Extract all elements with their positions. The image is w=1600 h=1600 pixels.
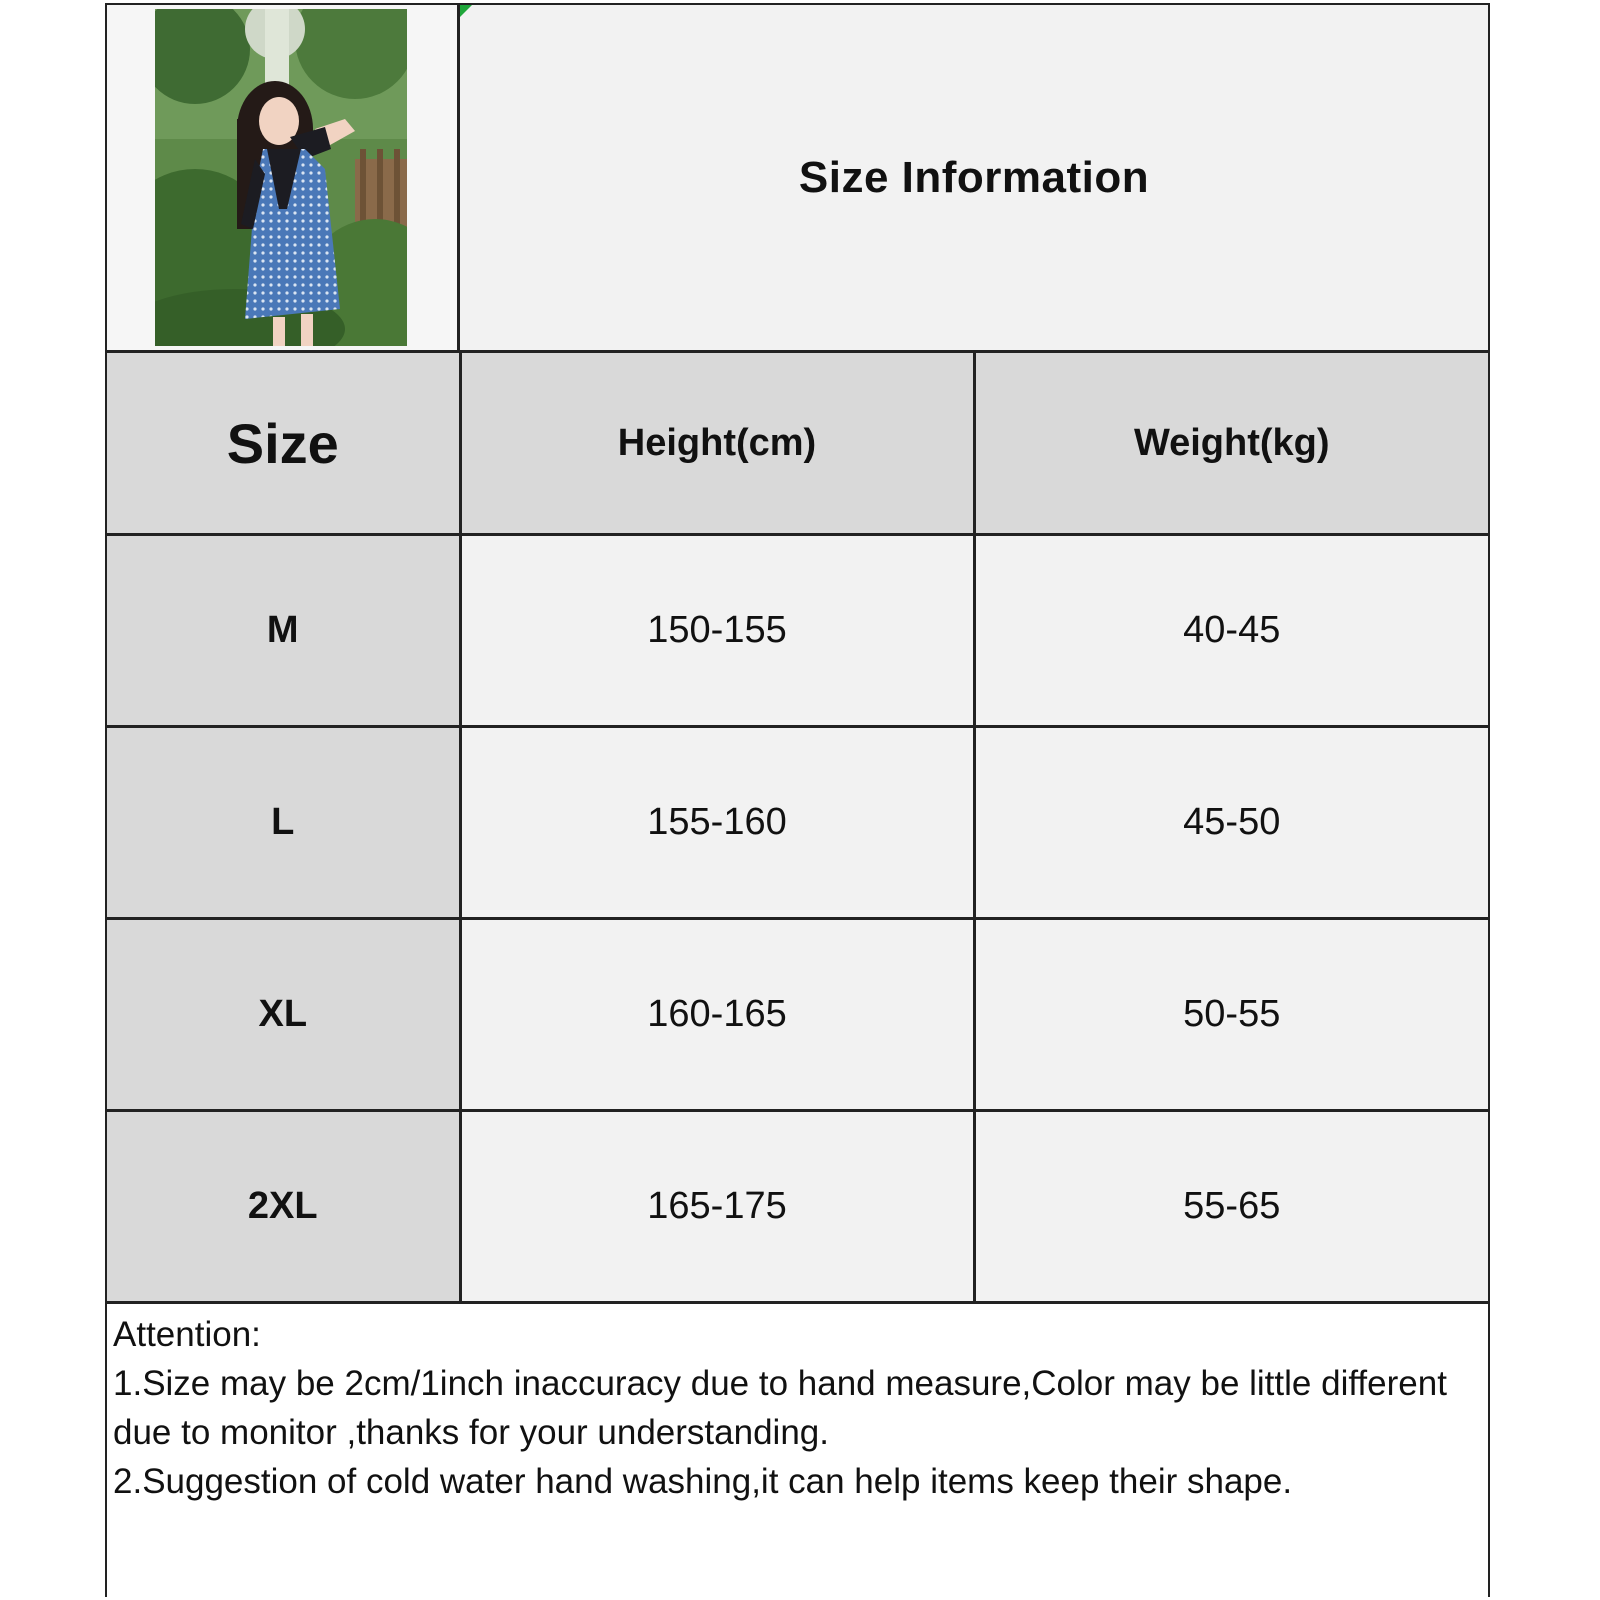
column-header-size: Size	[107, 353, 460, 535]
size-chart	[105, 3, 1490, 1597]
notes-line-1: 1.Size may be 2cm/1inch inaccuracy due to hand measure,Color may be little different due to monitor ,thanks for your understanding.	[113, 1364, 1447, 1452]
product-photo	[155, 9, 407, 346]
notes-heading: Attention:	[113, 1315, 261, 1354]
header-row	[107, 5, 1488, 353]
size-table	[107, 353, 1488, 1304]
size-cell: M	[107, 535, 460, 727]
table-row	[107, 727, 1488, 919]
table-row	[107, 919, 1488, 1111]
height-cell: 150-155	[460, 535, 974, 727]
table-header-row	[107, 353, 1488, 535]
height-cell: 155-160	[460, 727, 974, 919]
weight-cell: 45-50	[974, 727, 1488, 919]
model-in-dress-illustration	[155, 9, 407, 346]
column-header-height: Height(cm)	[460, 353, 974, 535]
table-row	[107, 535, 1488, 727]
height-cell: 165-175	[460, 1111, 974, 1303]
weight-cell: 55-65	[974, 1111, 1488, 1303]
title-cell	[460, 5, 1488, 350]
table-row	[107, 1111, 1488, 1303]
size-cell: 2XL	[107, 1111, 460, 1303]
column-header-weight: Weight(kg)	[974, 353, 1488, 535]
weight-cell: 50-55	[974, 919, 1488, 1111]
product-photo-cell	[107, 5, 460, 350]
page-title: Size Information	[798, 152, 1150, 202]
weight-cell: 40-45	[974, 535, 1488, 727]
size-cell: XL	[107, 919, 460, 1111]
attention-notes	[107, 1307, 1488, 1597]
notes-line-2: 2.Suggestion of cold water hand washing,it can help items keep their shape.	[113, 1462, 1293, 1501]
height-cell: 160-165	[460, 919, 974, 1111]
size-cell: L	[107, 727, 460, 919]
corner-marker	[460, 5, 472, 17]
